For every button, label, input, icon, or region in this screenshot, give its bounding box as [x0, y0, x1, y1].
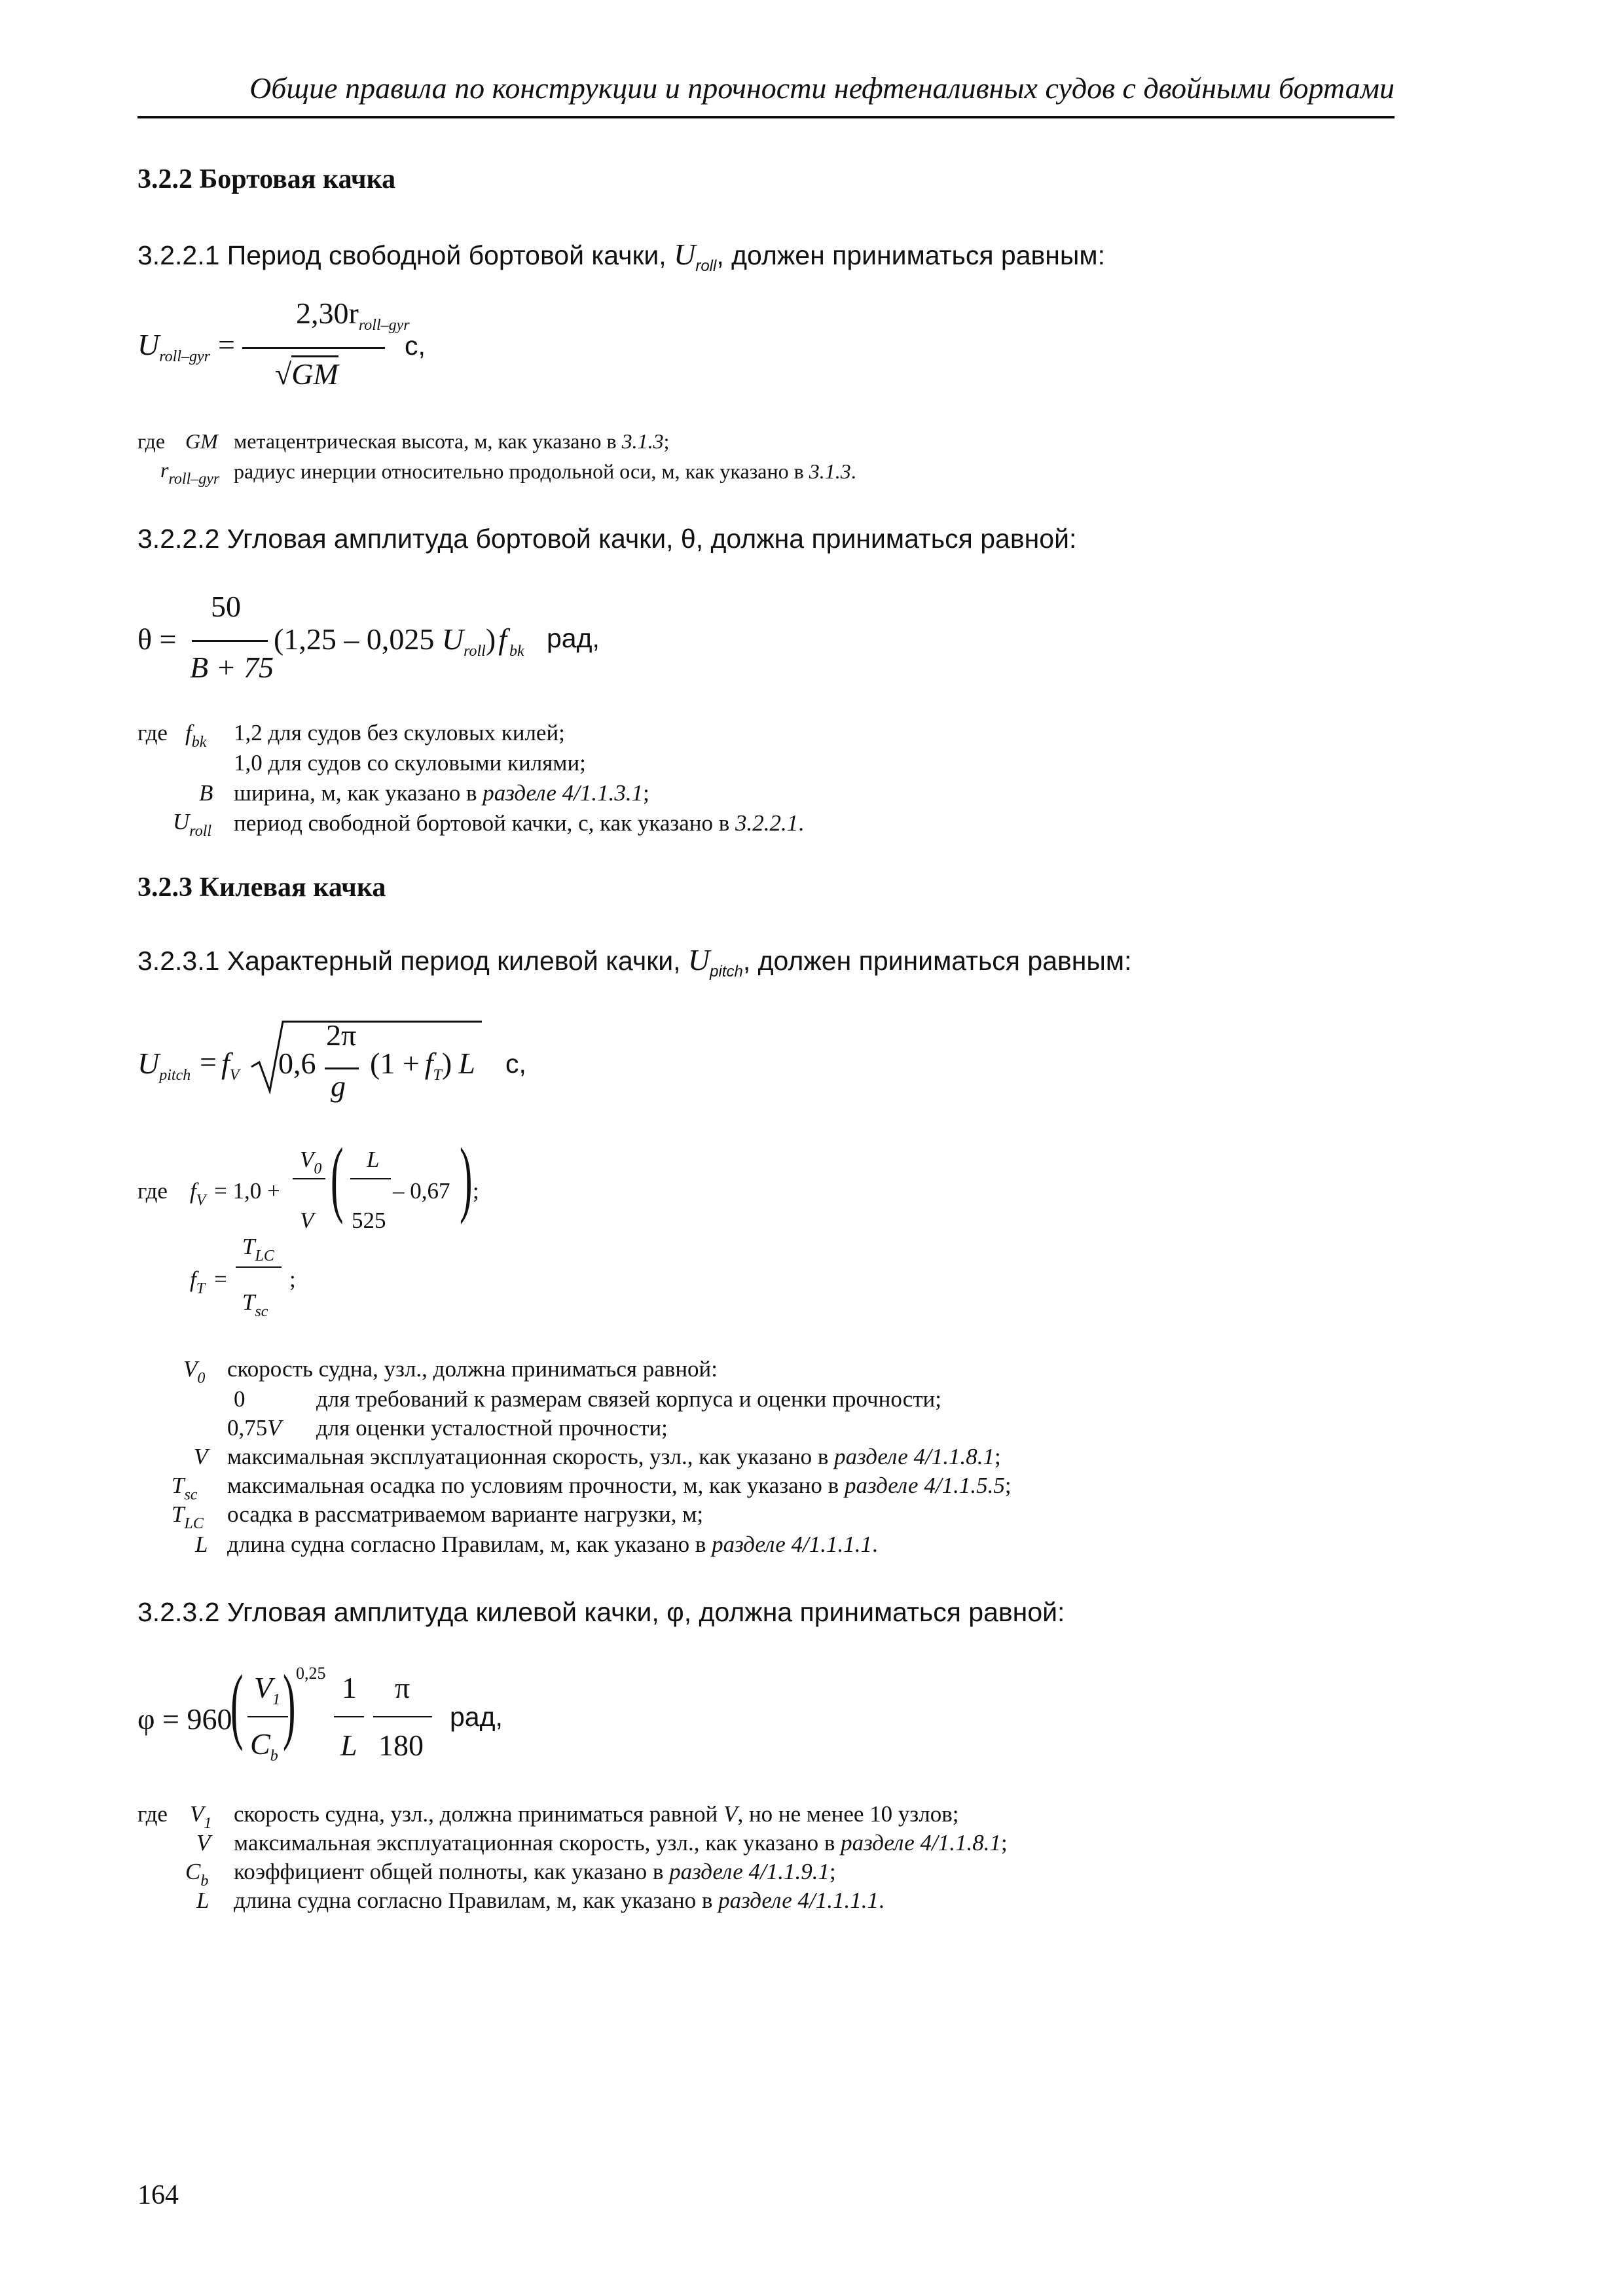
def-symbol-v: V — [196, 1830, 211, 1856]
fv-symbol: $f_V$ — [190, 1178, 206, 1209]
paren-left: ( — [331, 1131, 344, 1225]
fv-inner-numerator: L — [367, 1147, 380, 1172]
formula-eq: = — [200, 1045, 217, 1079]
formula-unit: рад, — [450, 1702, 503, 1732]
def-symbol-b: B — [199, 780, 213, 806]
running-header: Общие правила по конструкции и прочности нефтеналивных судов с двойными бортами — [249, 71, 1395, 105]
paren-right: ) — [460, 1131, 473, 1225]
fv-minus: – 0,67 — [393, 1178, 450, 1204]
paragraph-3-2-2-1 — [137, 237, 1105, 276]
fv-end: ; — [473, 1178, 479, 1204]
def-v0-a-text: для требований к размерам связей корпуса и оценки прочности; — [316, 1386, 941, 1412]
def-text-r: радиус инерции относительно продольной оси, м, как указано в 3.1.3. — [234, 459, 856, 483]
paragraph-text: 3.2.2.1 Период свободной бортовой качки, — [137, 240, 674, 270]
def-v0-b-value: 0,75V — [227, 1415, 282, 1441]
formula-coef: 0,6 — [278, 1047, 316, 1080]
def-text-tsc: максимальная осадка по условиям прочности, м, как указано в разделе 4/1.1.5.5; — [227, 1473, 1012, 1498]
formula-denominator: B + 75 — [190, 651, 274, 684]
def-text-gm: метацентрическая высота, м, как указано в 3.1.3; — [234, 429, 670, 453]
section-heading-3-2-2: 3.2.2 Бортовая качка — [137, 164, 396, 194]
paragraph-3-2-3-2: 3.2.3.2 Угловая амплитуда килевой качки, φ, должна приниматься равной: — [137, 1597, 1065, 1627]
fv-inner-denominator: 525 — [352, 1208, 386, 1233]
where-label: где — [137, 1801, 168, 1827]
def-text-l: длина судна согласно Правилам, м, как указано в разделе 4/1.1.1.1. — [234, 1888, 884, 1913]
formula-lhs: θ = — [137, 622, 177, 656]
formula-lhs: $U_{roll-gyr}$ — [137, 328, 211, 365]
ft-numerator: $T_{LC}$ — [242, 1234, 274, 1265]
formula-denominator: √GM — [275, 357, 338, 391]
fraction-line — [350, 1178, 391, 1179]
formula-denominator: $C_b$ — [250, 1727, 278, 1765]
def-text-v1: скорость судна, узл., должна приниматься равной V, но не менее 10 узлов; — [234, 1801, 959, 1827]
formula-unit: с, — [405, 331, 426, 361]
formula-denominator: g — [331, 1069, 346, 1103]
page-number: 164 — [137, 2180, 179, 2210]
formula-body: $(1 + f_T)$ L — [370, 1047, 475, 1084]
formula-lhs: φ = 960 — [137, 1702, 232, 1736]
def-symbol-v0: $V_0$ — [183, 1356, 206, 1387]
symbol-sub: roll — [695, 257, 717, 275]
formula-numerator: 50 — [211, 590, 241, 623]
section-heading-3-2-3: 3.2.3 Килевая качка — [137, 872, 386, 903]
symbol-u: U — [674, 238, 696, 271]
def-text-v: максимальная эксплуатационная скорость, узл., как указано в разделе 4/1.1.8.1; — [234, 1830, 1008, 1856]
fv-numerator: $V_0$ — [300, 1147, 322, 1177]
fraction-line — [334, 1716, 364, 1717]
def-text-fbk-2: 1,0 для судов со скуловыми килями; — [234, 750, 586, 776]
formula-fraction2-num: π — [395, 1671, 410, 1704]
def-text-cb: коэффициент общей полноты, как указано в разделе 4/1.1.9.1; — [234, 1859, 836, 1884]
fv-denominator: V — [300, 1208, 314, 1233]
formula-fraction2-den: 180 — [378, 1729, 424, 1762]
def-symbol-gm: GM — [185, 429, 218, 453]
fraction-line — [247, 1716, 288, 1717]
def-symbol-r: $r_{roll-gyr}$ — [160, 458, 220, 488]
fraction-line — [293, 1178, 325, 1179]
def-text-l: длина судна согласно Правилам, м, как указано в разделе 4/1.1.1.1. — [227, 1532, 878, 1557]
paren-left: ( — [230, 1658, 244, 1752]
def-symbol-cb: $C_b$ — [185, 1859, 209, 1890]
where-label: где — [137, 720, 168, 745]
def-symbol-fbk: $f_{bk}$ — [185, 720, 207, 751]
paragraph-3-2-2-2: 3.2.2.2 Угловая амплитуда бортовой качки, θ, должна приниматься равной: — [137, 524, 1077, 554]
def-text-tlc: осадка в рассматриваемом варианте нагрузки, м; — [227, 1501, 704, 1527]
fraction-line — [236, 1266, 282, 1268]
fraction-line — [242, 347, 385, 349]
paragraph-text-end: , должен приниматься равным: — [716, 240, 1105, 270]
where-label: где — [137, 429, 166, 453]
def-text-fbk-1: 1,2 для судов без скуловых килей; — [234, 720, 565, 745]
formula-fraction1-den: L — [340, 1729, 357, 1762]
def-symbol-v: V — [194, 1444, 208, 1469]
where-label: где — [137, 1178, 168, 1204]
formula-lhs: $U_{pitch}$ — [137, 1047, 191, 1084]
def-text-uroll: период свободной бортовой качки, с, как указано в 3.2.2.1. — [234, 810, 805, 836]
def-symbol-tlc: $T_{LC}$ — [172, 1501, 204, 1532]
formula-numerator: 2π — [326, 1018, 357, 1052]
formula-numerator: $V_1$ — [254, 1671, 281, 1708]
def-v0-b-text: для оценки усталостной прочности; — [316, 1415, 668, 1441]
def-symbol-uroll: $U_{roll}$ — [173, 809, 212, 840]
formula-unit: с, — [505, 1049, 526, 1079]
fraction-line — [192, 640, 268, 642]
paren-right: ) — [283, 1658, 296, 1752]
ft-denominator: $T_{sc}$ — [242, 1289, 268, 1320]
formula-numerator: $2,30r_{roll-gyr}$ — [296, 296, 410, 334]
def-text-v0: скорость судна, узл., должна приниматься равной: — [227, 1356, 718, 1382]
def-symbol-tsc: $T_{sc}$ — [172, 1473, 198, 1503]
fraction-line — [373, 1716, 432, 1717]
def-symbol-l: L — [195, 1532, 208, 1557]
fv-eq: = 1,0 + — [214, 1178, 280, 1204]
formula-exponent: 0,25 — [296, 1664, 326, 1683]
def-symbol-v1: $V_1$ — [190, 1801, 212, 1832]
formula-body: (1,25 – 0,025 $U_{roll})f$ $_{bk}$ — [274, 622, 524, 660]
formula-eq: = — [218, 328, 235, 361]
paragraph-3-2-3-1: 3.2.3.1 Характерный период килевой качки, $U_{pitch}$, должен приниматься равным: — [137, 943, 1132, 980]
header-rule — [137, 116, 1395, 118]
formula-fraction1-num: 1 — [342, 1671, 357, 1704]
def-symbol-l: L — [196, 1888, 210, 1913]
ft-eq: = — [214, 1266, 227, 1292]
formula-unit: рад, — [547, 623, 600, 653]
def-v0-a-value: 0 — [234, 1386, 246, 1412]
ft-symbol: $f_T$ — [190, 1266, 206, 1297]
def-text-b: ширина, м, как указано в разделе 4/1.1.3.1; — [234, 780, 649, 806]
ft-end: ; — [289, 1266, 296, 1292]
formula-fv: $f_V$ — [221, 1047, 240, 1084]
def-text-v: максимальная эксплуатационная скорость, узл., как указано в разделе 4/1.1.8.1; — [227, 1444, 1001, 1469]
